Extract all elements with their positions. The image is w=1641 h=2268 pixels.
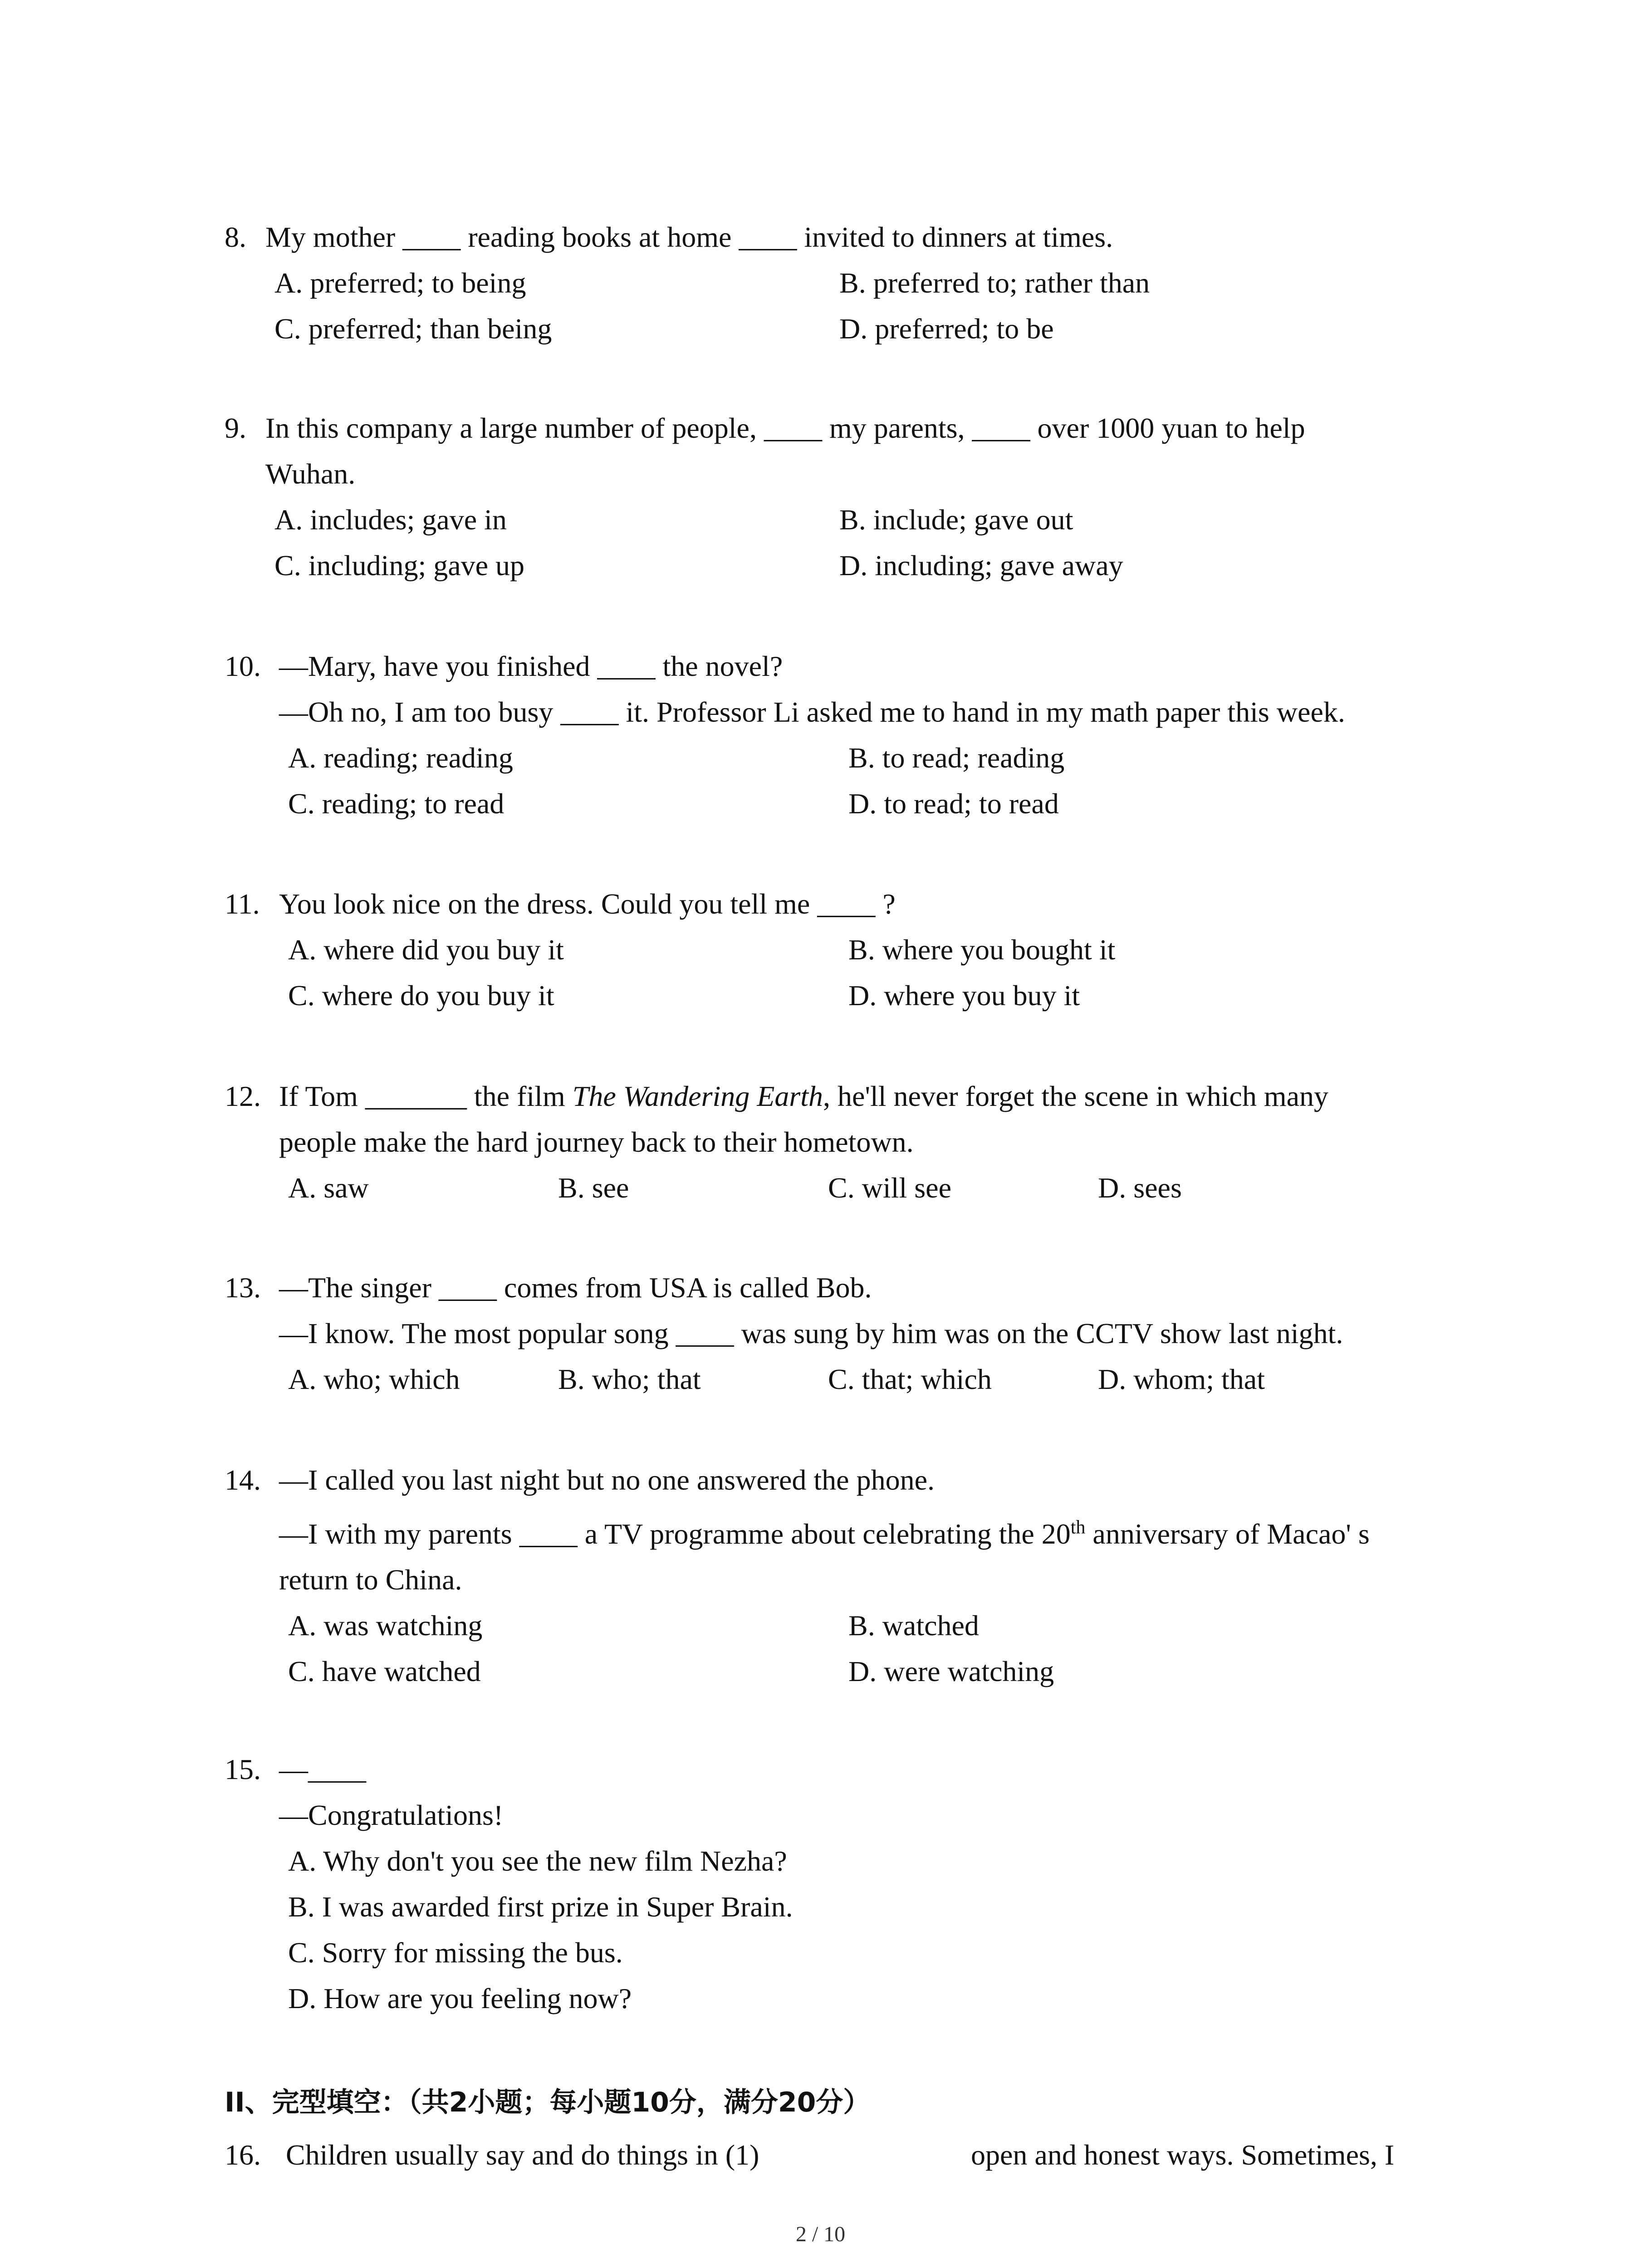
question-text-end: anniversary of Macao' s xyxy=(1085,1518,1370,1550)
question-10 xyxy=(225,643,1450,826)
option-a: A. saw xyxy=(288,1172,369,1204)
question-text-end: open and honest ways. Sometimes, I xyxy=(971,2139,1395,2171)
question-14 xyxy=(225,1457,1450,1694)
question-16 xyxy=(225,2132,1450,2178)
question-text: In this company a large number of people, ____ my parents, ____ over 1000 yuan to help xyxy=(265,412,1305,444)
question-text: —Mary, have you finished ____ the novel? xyxy=(279,650,783,682)
question-text: —I called you last night but no one answered the phone. xyxy=(279,1464,935,1496)
option-b: B. who; that xyxy=(558,1363,701,1395)
question-text: —____ xyxy=(279,1753,366,1785)
question-stem xyxy=(225,2132,1450,2178)
question-text xyxy=(279,1511,1370,1557)
option-d: D. whom; that xyxy=(1098,1363,1265,1395)
options-row xyxy=(225,1884,1450,1930)
question-text: —Oh no, I am too busy ____ it. Professor Li asked me to hand in my math paper this week. xyxy=(279,696,1345,728)
question-number: 10. xyxy=(225,650,261,682)
options-row xyxy=(225,973,1450,1018)
question-stem xyxy=(225,1457,1450,1503)
section-heading: II、完型填空：（共2小题；每小题10分，满分20分） xyxy=(225,2087,871,2118)
question-number: 16. xyxy=(225,2139,261,2171)
option-a: A. was watching xyxy=(288,1609,483,1642)
option-d: D. including; gave away xyxy=(839,549,1123,582)
question-stem-continued xyxy=(225,1119,1450,1165)
options-row xyxy=(225,1165,1450,1211)
question-15 xyxy=(225,1746,1450,2021)
option-c: C. will see xyxy=(828,1172,951,1204)
option-d: D. where you buy it xyxy=(848,979,1080,1012)
question-number: 15. xyxy=(225,1753,261,1785)
question-stem xyxy=(225,1746,1450,1792)
option-a: A. where did you buy it xyxy=(288,934,564,966)
option-b: B. I was awarded first prize in Super Brain. xyxy=(288,1891,793,1923)
question-8 xyxy=(225,214,1450,352)
question-number: 9. xyxy=(225,412,246,444)
question-stem xyxy=(225,1073,1450,1119)
option-b: B. preferred to; rather than xyxy=(839,267,1150,299)
question-stem-continued xyxy=(225,1511,1450,1557)
option-a: A. includes; gave in xyxy=(274,503,507,536)
options-row xyxy=(225,1930,1450,1975)
option-b: B. include; gave out xyxy=(839,503,1073,536)
option-b: B. where you bought it xyxy=(848,934,1116,966)
option-c: C. where do you buy it xyxy=(288,979,554,1012)
question-text: You look nice on the dress. Could you tell me ____ ? xyxy=(279,888,896,920)
options-row xyxy=(225,735,1450,781)
question-text: —Congratulations! xyxy=(279,1799,504,1831)
option-c: C. including; gave up xyxy=(274,549,525,582)
option-a: A. preferred; to being xyxy=(274,267,526,299)
option-b: B. watched xyxy=(848,1609,979,1642)
question-text: My mother ____ reading books at home ____ invited to dinners at times. xyxy=(265,221,1113,253)
ordinal-suffix: th xyxy=(1070,1517,1086,1538)
film-title: The Wandering Earth xyxy=(572,1080,823,1112)
question-text: —The singer ____ comes from USA is called Bob. xyxy=(279,1271,872,1304)
options-row xyxy=(225,1975,1450,2021)
options-row xyxy=(225,927,1450,973)
options-row xyxy=(225,260,1450,306)
option-a: A. reading; reading xyxy=(288,742,513,774)
question-9 xyxy=(225,405,1450,588)
question-stem-continued xyxy=(225,1792,1450,1838)
question-text: —I know. The most popular song ____ was sung by him was on the CCTV show last night. xyxy=(279,1317,1343,1349)
question-11 xyxy=(225,881,1450,1018)
option-d: D. sees xyxy=(1098,1172,1182,1204)
options-row xyxy=(225,306,1450,352)
options-row xyxy=(225,1603,1450,1648)
question-number: 13. xyxy=(225,1271,261,1304)
options-row xyxy=(225,543,1450,588)
question-stem xyxy=(225,214,1450,260)
question-text-end: , he'll never forget the scene in which many xyxy=(823,1080,1328,1112)
options-row xyxy=(225,1648,1450,1694)
question-stem-continued xyxy=(225,1557,1450,1603)
question-stem xyxy=(225,405,1450,451)
question-12 xyxy=(225,1073,1450,1211)
question-text xyxy=(279,1073,1328,1119)
option-c: C. that; which xyxy=(828,1363,992,1395)
question-text-start: —I with my parents ____ a TV programme about celebrating the 20 xyxy=(279,1518,1071,1550)
page-number: 2 / 10 xyxy=(795,2222,846,2246)
question-number: 14. xyxy=(225,1464,261,1496)
question-number: 12. xyxy=(225,1080,261,1112)
question-text: return to China. xyxy=(279,1564,462,1596)
option-d: D. preferred; to be xyxy=(839,313,1054,345)
question-text-start: Children usually say and do things in (1) xyxy=(286,2139,759,2171)
option-a: A. who; which xyxy=(288,1363,460,1395)
options-row xyxy=(225,1356,1450,1402)
option-c: C. reading; to read xyxy=(288,787,505,820)
question-number: 8. xyxy=(225,221,246,253)
option-b: B. see xyxy=(558,1172,629,1204)
question-stem-continued xyxy=(225,1310,1450,1356)
option-b: B. to read; reading xyxy=(848,742,1065,774)
question-stem xyxy=(225,643,1450,689)
question-text-start: If Tom _______ the film xyxy=(279,1080,573,1112)
options-row xyxy=(225,781,1450,826)
option-c: C. preferred; than being xyxy=(274,313,552,345)
question-text: Wuhan. xyxy=(265,458,356,490)
options-row xyxy=(225,1838,1450,1884)
question-stem xyxy=(225,881,1450,927)
question-number: 11. xyxy=(225,888,260,920)
option-d: D. to read; to read xyxy=(848,787,1059,820)
options-row xyxy=(225,497,1450,543)
question-stem-continued xyxy=(225,689,1450,735)
question-stem xyxy=(225,1265,1450,1310)
question-text: people make the hard journey back to their hometown. xyxy=(279,1126,914,1158)
option-d: D. How are you feeling now? xyxy=(288,1982,632,2014)
option-a: A. Why don't you see the new film Nezha? xyxy=(288,1845,787,1877)
question-13 xyxy=(225,1265,1450,1402)
option-c: C. have watched xyxy=(288,1655,481,1687)
option-c: C. Sorry for missing the bus. xyxy=(288,1936,623,1969)
question-stem-continued xyxy=(225,451,1450,497)
option-d: D. were watching xyxy=(848,1655,1054,1687)
